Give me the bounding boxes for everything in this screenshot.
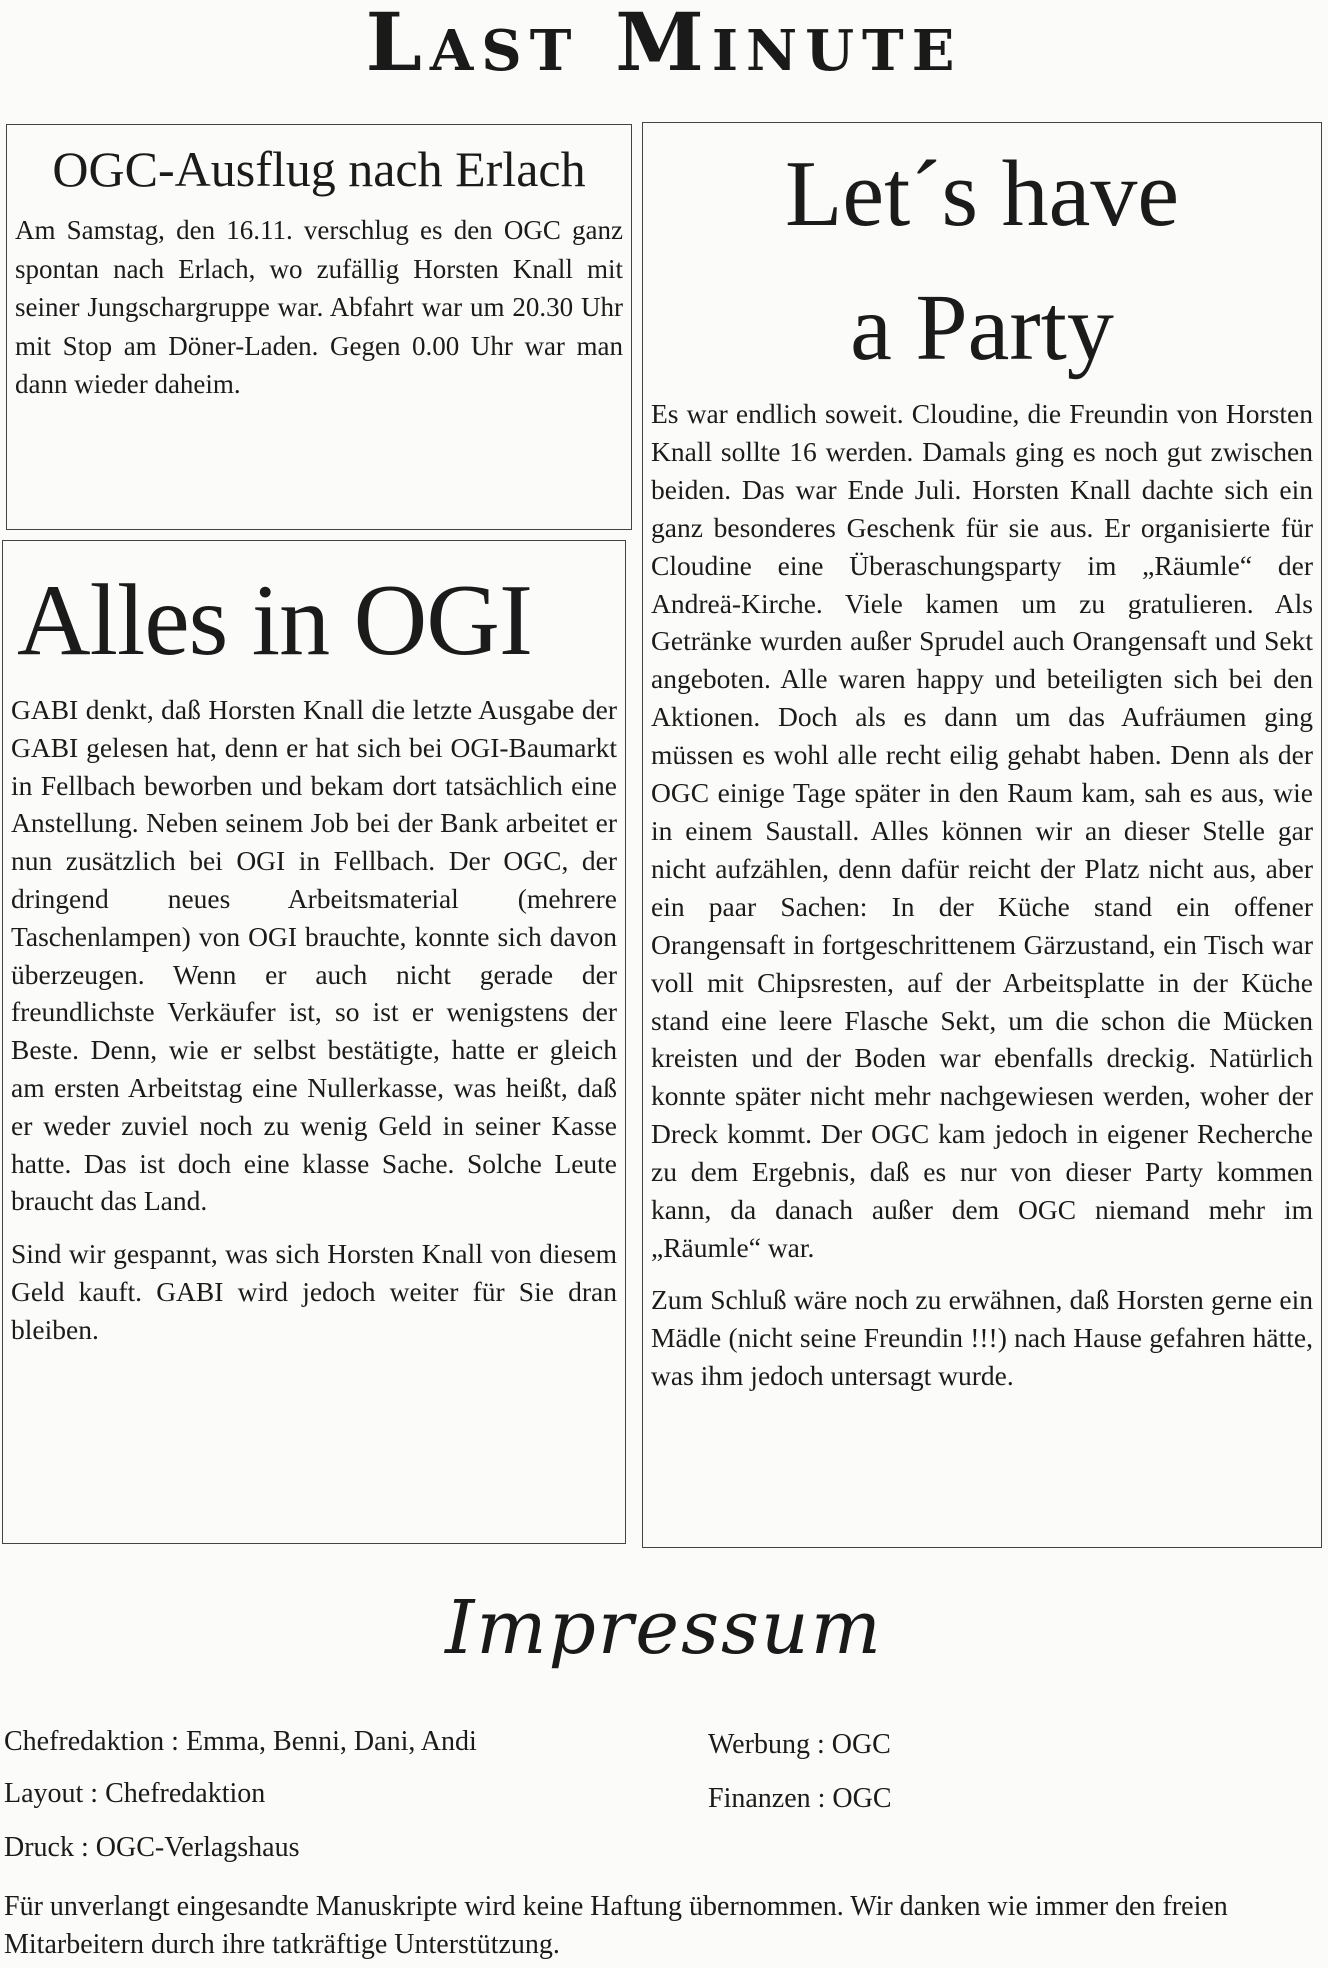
impressum-druck: Druck : OGC-Verlagshaus bbox=[4, 1832, 300, 1863]
article-party bbox=[642, 122, 1322, 1548]
article-party-heading-line1: Let´s have bbox=[784, 142, 1180, 246]
article-party-paragraph: Zum Schluß wäre noch zu erwähnen, daß Horsten gerne ein Mädle (nicht seine Freundin !!!) nach Hause gefahren hätte, was ihm jedoch untersagt wurde. bbox=[651, 1283, 1313, 1391]
article-ogi-paragraph: Sind wir gespannt, was sich Horsten Knall von diesem Geld kauft. GABI wird jedoch weiter für Sie dran bleiben. bbox=[11, 1238, 617, 1345]
impressum-layout: Layout : Chefredaktion bbox=[4, 1778, 266, 1809]
article-party-paragraph: Es war endlich soweit. Cloudine, die Freundin von Horsten Knall sollte 16 werden. Damals ging es noch gut zwischen beiden. Das war Ende Juli. Horsten Knall dachte sich ein ganz besonderes Geschenk für sie aus. Er organisierte für Cloudine eine Überaschungsparty im „Räumle“ der Andreä-Kirche. Viele kamen um zu gratulieren. Als Getränke wurden außer Sprudel auch Orangensaft und Sekt angeboten. Alle waren happy und beteiligten sich bei den Aktionen. Doch als es dann um das Aufräumen ging müssen es wohl alle recht eilig gehabt haben. Denn als der OGC einige Tage später in den Raum kam, sah es aus, wie in einem Saustall. Alles können wir an dieser Stelle gar nicht aufzählen, denn dafür reicht der Platz nicht aus, aber ein paar Sachen: In der Küche stand ein offener Orangensaft in fortgeschrittenem Gärzustand, ein Tisch war voll mit Chipsresten, auf der Arbeitsplatte in der Küche stand eine leere Flasche Sekt, um die schon die Mücken kreisten und der Boden war ebenfalls dreckig. Natürlich konnte später nicht mehr nachgewiesen werden, woher der Dreck kommt. Der OGC kam jedoch in eigener Recherche zu dem Ergebnis, daß es nur von dieser Party kommen kann, da danach außer dem OGC niemand mehr im „Räumle“ war. bbox=[651, 398, 1313, 1263]
article-ogi-heading: Alles in OGI bbox=[17, 564, 532, 677]
impressum-finanzen: Finanzen : OGC bbox=[708, 1783, 892, 1814]
article-ogi-paragraph: GABI denkt, daß Horsten Knall die letzte Ausgabe der GABI gelesen hat, denn er hat sich bei OGI-Baumarkt in Fellbach beworben und bekam dort tatsächlich eine Anstellung. Neben seinem Job bei der Bank arbeitet er nun zusätzlich bei OGI in Fellbach. Der OGC, der dringend neues Arbeitsmaterial (mehrere Taschenlampen) von OGI brauchte, konnte sich davon überzeugen. Wenn er auch nicht gerade der freundlichste Verkäufer ist, so ist er wenigstens der Beste. Denn, wie er selbst bestätigte, hatte er gleich am ersten Arbeitstag eine Nullerkasse, was heißt, daß er weder zuviel noch zu wenig Geld in seiner Kasse hatte. Das ist doch eine klasse Sache. Solche Leute braucht das Land. bbox=[11, 694, 617, 1217]
article-ausflug-body: Am Samstag, den 16.11. verschlug es den OGC ganz spontan nach Erlach, wo zufällig Horsten Knall mit seiner Jungschargruppe war. Abfahrt war um 20.30 Uhr mit Stop am Döner-Laden. Gegen 0.00 Uhr war man dann wieder daheim. bbox=[15, 215, 623, 399]
article-ausflug-heading: OGC-Ausflug nach Erlach bbox=[52, 141, 586, 197]
impressum-werbung: Werbung : OGC bbox=[708, 1729, 891, 1760]
impressum-title: Impressum bbox=[445, 1585, 883, 1671]
impressum-disclaimer: Für unverlangt eingesandte Manuskripte wird keine Haftung übernommen. Wir danken wie immer den freien Mitarbeitern durch ihre tatkräftige Unterstützung. bbox=[4, 1891, 1228, 1960]
article-alles-in-ogi bbox=[2, 540, 626, 1544]
article-ausflug bbox=[6, 124, 632, 530]
masthead-title: Last Minute bbox=[365, 0, 963, 89]
impressum-chefredaktion: Chefredaktion : Emma, Benni, Dani, Andi bbox=[4, 1726, 477, 1757]
article-party-heading bbox=[651, 123, 1313, 395]
article-party-heading-line2: a Party bbox=[850, 276, 1114, 380]
